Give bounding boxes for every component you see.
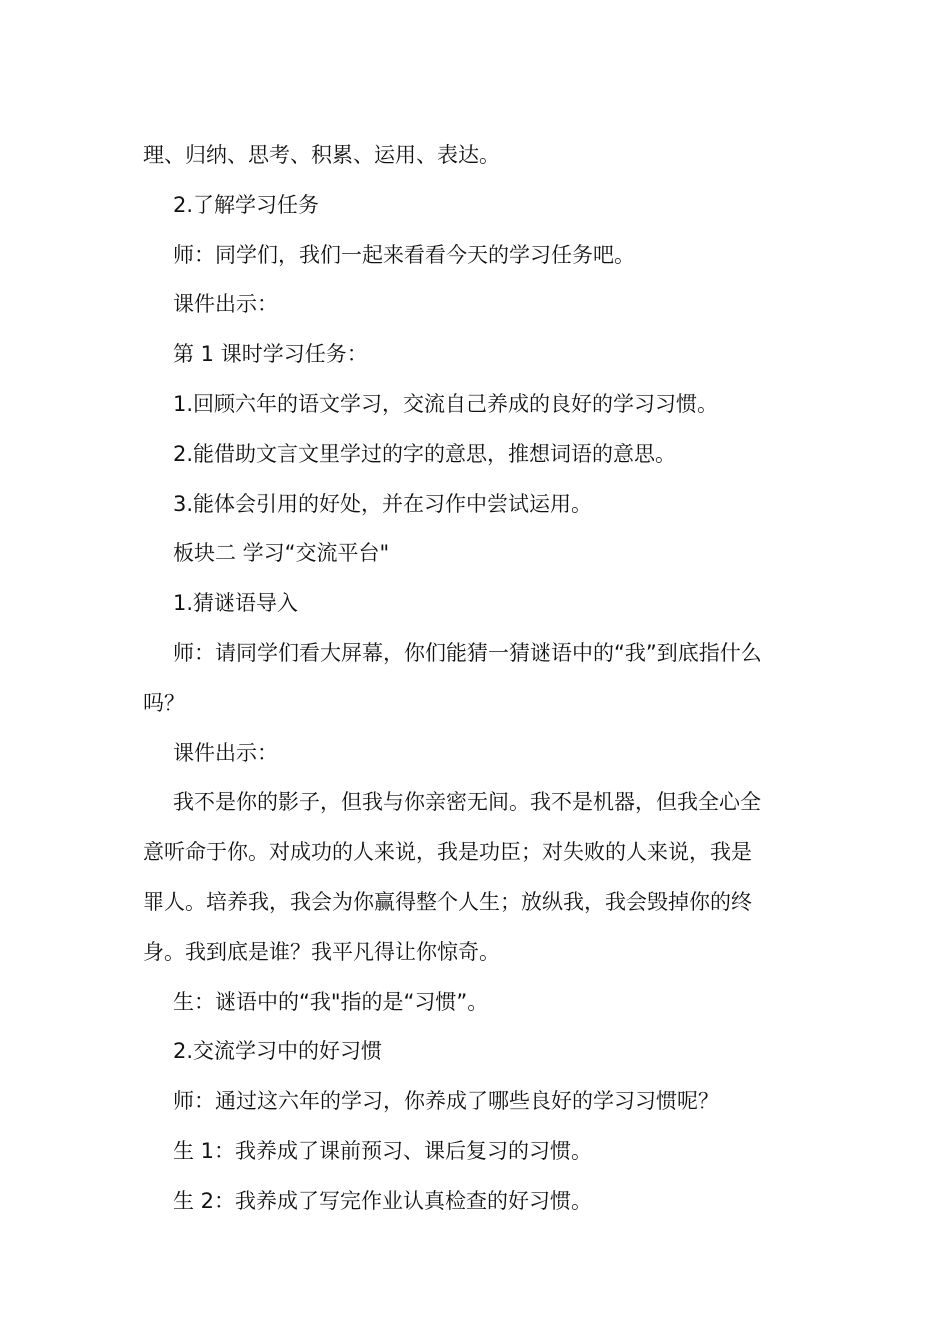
paragraph-line: 1.猜谜语导入 bbox=[173, 591, 299, 616]
paragraph-line: 罪人。培养我，我会为你赢得整个人生；放纵我，我会毁掉你的终 bbox=[143, 889, 752, 914]
paragraph-line: 吗？ bbox=[143, 690, 185, 715]
paragraph-line: 师：同学们，我们一起来看看今天的学习任务吧。 bbox=[173, 242, 635, 267]
paragraph-line: 课件出示： bbox=[173, 740, 278, 765]
paragraph-line: 意听命于你。对成功的人来说，我是功臣；对失败的人来说，我是 bbox=[143, 840, 752, 865]
paragraph-line: 理、归纳、思考、积累、运用、表达。 bbox=[143, 143, 500, 167]
paragraph-line: 2.了解学习任务 bbox=[173, 192, 320, 217]
paragraph-line: 板块二 学习“交流平台" bbox=[173, 541, 390, 566]
paragraph-line: 课件出示： bbox=[173, 292, 278, 317]
paragraph-line: 生 2：我养成了写完作业认真检查的好习惯。 bbox=[173, 1188, 593, 1213]
document-body bbox=[143, 131, 807, 1227]
paragraph-line: 师：请同学们看大屏幕，你们能猜一猜谜语中的“我”到底指什么 bbox=[173, 640, 762, 665]
paragraph-line: 师：通过这六年的学习，你养成了哪些良好的学习习惯呢？ bbox=[173, 1089, 719, 1114]
paragraph-line: 生 1：我养成了课前预习、课后复习的习惯。 bbox=[173, 1138, 593, 1163]
paragraph-line: 生：谜语中的“我"指的是“习惯”。 bbox=[173, 989, 489, 1014]
paragraph-line: 第 1 课时学习任务： bbox=[173, 342, 368, 367]
paragraph-line: 身。我到底是谁？我平凡得让你惊奇。 bbox=[143, 939, 500, 964]
paragraph-line: 2.交流学习中的好习惯 bbox=[173, 1039, 383, 1064]
paragraph-line: 3.能体会引用的好处，并在习作中尝试运用。 bbox=[173, 491, 593, 516]
paragraph-line: 1.回顾六年的语文学习，交流自己养成的良好的学习习惯。 bbox=[173, 391, 719, 416]
paragraph-line: 2.能借助文言文里学过的字的意思，推想词语的意思。 bbox=[173, 441, 677, 466]
paragraph-line: 我不是你的影子，但我与你亲密无间。我不是机器，但我全心全 bbox=[173, 790, 761, 815]
